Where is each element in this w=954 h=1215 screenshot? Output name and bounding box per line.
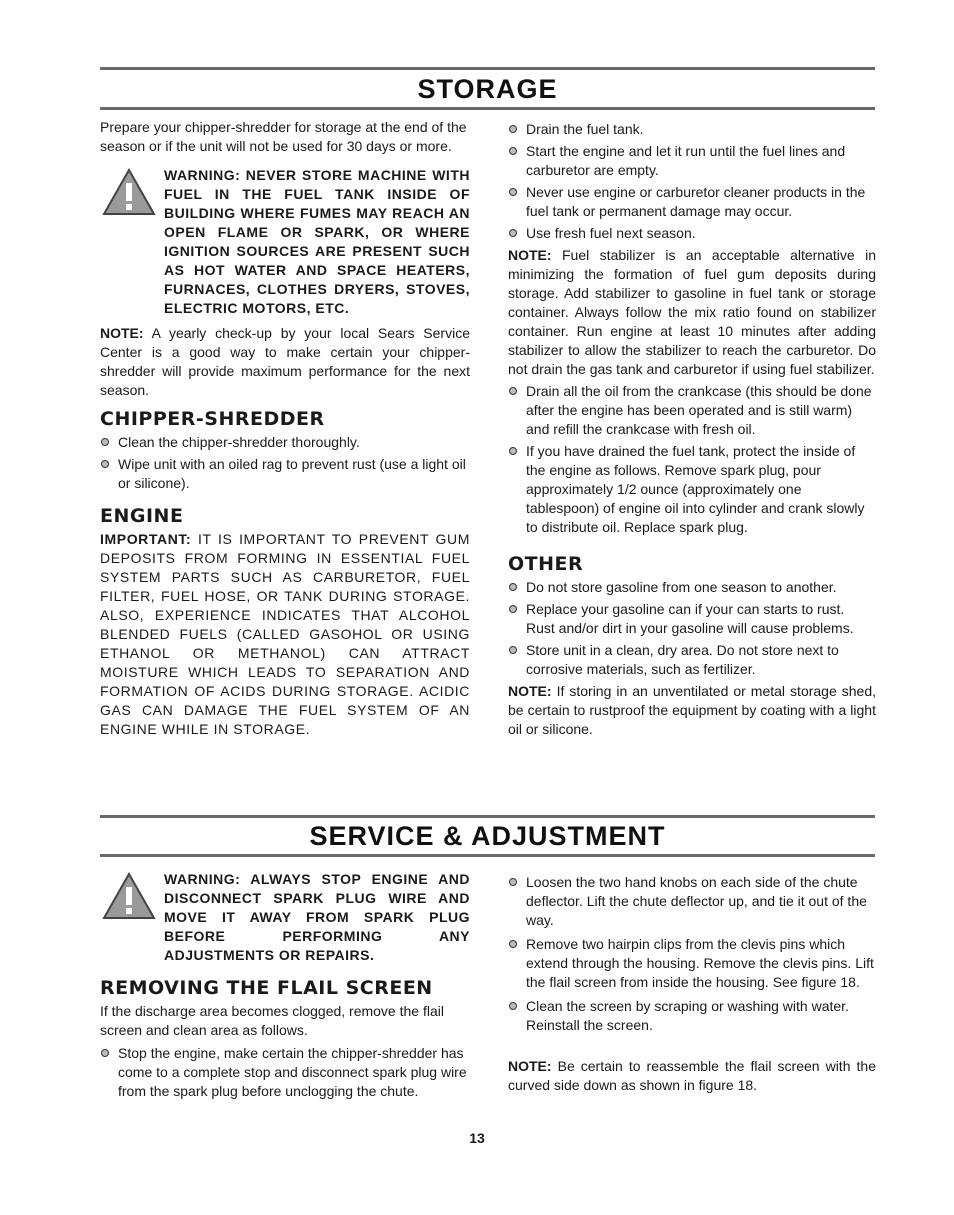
bullet-icon [509, 583, 517, 591]
storage-warning-text: WARNING: NEVER STORE MACHINE WITH FUEL IN THE FUEL TANK INSIDE OF BUILDING WHERE FUMES MAY REACH AN OPEN FLAME OR SPARK, OR WHERE IGNITION SOURCES ARE PRESENT SUCH AS HOT WATER AND SPACE HEATERS, FURNACES, CLOTHES DRYERS, STOVES, ELECTRIC MOTORS, ETC. [164, 167, 470, 316]
bullet-icon [101, 460, 109, 468]
storage-left-column [100, 118, 470, 739]
list-item [100, 1044, 470, 1101]
storage-intro: Prepare your chipper-shredder for storage at the end of the season or if the unit will not be used for 30 days or more. [100, 119, 467, 154]
bullet-icon [509, 229, 517, 237]
bullet-icon [509, 646, 517, 654]
heading-chipper-shredder: CHIPPER-SHREDDER [100, 408, 325, 430]
other-note [508, 682, 876, 739]
storage-header [100, 67, 875, 110]
bullet-icon [101, 438, 109, 446]
list-item [508, 641, 876, 679]
bullet-icon [509, 188, 517, 196]
bullet-icon [101, 1049, 109, 1057]
storage-note [100, 324, 470, 400]
list-item [100, 455, 470, 493]
list-item-text: Clean the screen by scraping or washing with water. Reinstall the screen. [526, 998, 849, 1033]
warning-triangle-icon [102, 872, 156, 920]
list-item-text: If you have drained the fuel tank, protect the inside of the engine as follows. Remove spark plug, pour approximately 1/2 ounce (approximately one tablespoon) of engine oil into cylinder and crank slowly to distribute oil. Replace spark plug. [526, 443, 865, 535]
heading-other: OTHER [508, 553, 584, 575]
note-label: NOTE: [508, 247, 552, 263]
note-text: Fuel stabilizer is an acceptable alternative in minimizing the formation of fuel gum deposits during storage. Add stabilizer to gasoline in fuel tank or storage container. Always follow the mix ratio found on stabilizer container. Run engine at least 10 minutes after adding stabilizer to allow the stabilizer to reach the carburetor. Do not drain the gas tank and carburetor if using fuel stabilizer. [508, 247, 876, 377]
bullet-icon [509, 387, 517, 395]
page-number: 13 [469, 1130, 485, 1146]
note-text: A yearly check-up by your local Sears Service Center is a good way to make certain your chipper-shredder will provide maximum performance for the next season. [100, 325, 470, 398]
list-item-text: Replace your gasoline can if your can starts to rust. Rust and/or dirt in your gasoline will cause problems. [526, 601, 854, 636]
heading-removing-flail-screen: REMOVING THE FLAIL SCREEN [100, 977, 433, 999]
service-header [100, 815, 875, 857]
list-item-text: Use fresh fuel next season. [526, 225, 696, 241]
service-warning-text: WARNING: ALWAYS STOP ENGINE AND DISCONNECT SPARK PLUG WIRE AND MOVE IT AWAY FROM SPARK PLUG BEFORE PERFORMING ANY ADJUSTMENTS OR REPAIRS. [164, 871, 470, 963]
list-item-text: Remove two hairpin clips from the clevis pins which extend through the housing. Remove the clevis pins. Lift the flail screen from inside the housing. See figure 18. [526, 936, 874, 990]
list-item-text: Drain the fuel tank. [526, 121, 644, 137]
bullet-icon [509, 447, 517, 455]
note-label: NOTE: [508, 1058, 552, 1074]
note-text: Be certain to reassemble the flail screen with the curved side down as shown in figure 18. [508, 1058, 876, 1093]
bullet-icon [509, 1002, 517, 1010]
list-item [508, 224, 876, 243]
list-item [508, 873, 876, 930]
list-item [508, 600, 876, 638]
list-item-text: Clean the chipper-shredder thoroughly. [118, 434, 360, 450]
flail-intro: If the discharge area becomes clogged, remove the flail screen and clean area as follows. [100, 1003, 444, 1038]
section-title-service: SERVICE & ADJUSTMENT [309, 821, 666, 851]
stabilizer-note [508, 246, 876, 379]
list-item-text: Store unit in a clean, dry area. Do not store next to corrosive materials, such as fertilizer. [526, 642, 839, 677]
header-rule-bottom [100, 854, 875, 857]
list-item-text: Never use engine or carburetor cleaner products in the fuel tank or permanent damage may occur. [526, 184, 866, 219]
list-item [508, 997, 876, 1035]
list-item [508, 578, 876, 597]
important-label: IMPORTANT: [100, 531, 192, 547]
list-item-text: Drain all the oil from the crankcase (this should be done after the engine has been operated and is still warm) and refill the crankcase with fresh oil. [526, 383, 872, 437]
important-text: IT IS IMPORTANT TO PREVENT GUM DEPOSITS FROM FORMING IN ESSENTIAL FUEL SYSTEM PARTS SUCH AS CARBURETOR, FUEL FILTER, FUEL HOSE, OR TANK DURING STORAGE. ALSO, EXPERIENCE INDICATES THAT ALCOHOL BLENDED FUELS (CALLED GASOHOL OR USING ETHANOL OR METHANOL) CAN ATTRACT MOISTURE WHICH LEADS TO SEPARATION AND FORMATION OF ACIDS DURING STORAGE. ACIDIC GAS CAN DAMAGE THE FUEL SYSTEM OF AN ENGINE WHILE IN STORAGE. [100, 531, 470, 737]
service-warning [100, 870, 470, 965]
list-item-text: Do not store gasoline from one season to another. [526, 579, 837, 595]
list-item [508, 935, 876, 992]
list-item-text: Loosen the two hand knobs on each side of the chute deflector. Lift the chute deflector up, and tie it out of the way. [526, 874, 867, 928]
heading-engine: ENGINE [100, 505, 184, 527]
storage-right-column [508, 120, 876, 739]
header-rule-bottom [100, 107, 875, 110]
bullet-icon [509, 125, 517, 133]
service-right-column [508, 873, 876, 1095]
list-item [508, 120, 876, 139]
service-left-column [100, 866, 470, 1104]
bullet-icon [509, 605, 517, 613]
list-item [508, 142, 876, 180]
section-title-storage: STORAGE [417, 74, 558, 104]
note-text: If storing in an unventilated or metal storage shed, be certain to rustproof the equipment by coating with a light oil or silicone. [508, 683, 876, 737]
warning-triangle-icon [102, 168, 156, 216]
engine-important [100, 530, 470, 739]
note-label: NOTE: [508, 683, 552, 699]
note-label: NOTE: [100, 325, 144, 341]
list-item [100, 433, 470, 452]
list-item-text: Start the engine and let it run until the fuel lines and carburetor are empty. [526, 143, 846, 178]
flail-note [508, 1057, 876, 1095]
list-item [508, 382, 876, 439]
list-item [508, 183, 876, 221]
bullet-icon [509, 147, 517, 155]
storage-warning [100, 166, 470, 318]
list-item-text: Stop the engine, make certain the chipper-shredder has come to a complete stop and disconnect spark plug wire from the spark plug before unclogging the chute. [118, 1045, 467, 1099]
bullet-icon [509, 940, 517, 948]
list-item [508, 442, 876, 537]
list-item-text: Wipe unit with an oiled rag to prevent rust (use a light oil or silicone). [118, 456, 466, 491]
bullet-icon [509, 878, 517, 886]
